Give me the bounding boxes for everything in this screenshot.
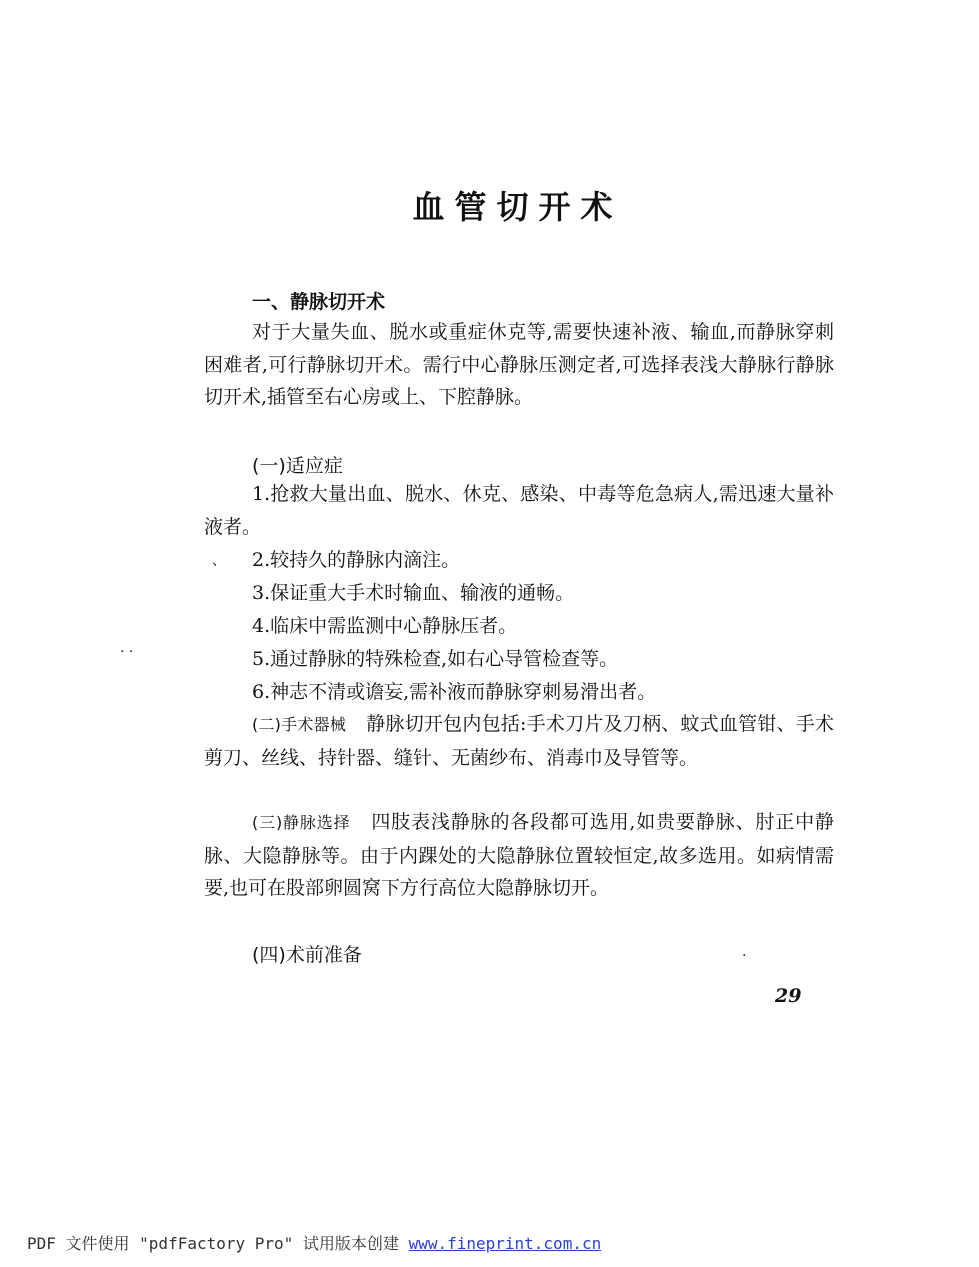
preop-heading: (四)术前准备 — [252, 944, 362, 966]
section-heading: 一、静脉切开术 — [252, 291, 386, 313]
indication-item: 6.神志不清或谵妄,需补液而静脉穿刺易滑出者。 — [252, 681, 657, 703]
scan-speck: . — [742, 944, 747, 960]
indication-item: 4.临床中需监测中心静脉压者。 — [252, 615, 518, 637]
instruments-text: 静脉切开包内包括:手术刀片及刀柄、蚊式血管钳、手术剪刀、丝线、持针器、缝针、无菌纱布、消毒巾及导管等。 — [204, 713, 834, 769]
pdf-footer — [27, 1231, 601, 1254]
vein-selection-paragraph — [204, 806, 834, 905]
instruments-paragraph — [204, 708, 834, 774]
footer-link[interactable]: www.fineprint.com.cn — [408, 1234, 602, 1253]
vein-selection-heading: (三)静脉选择 — [252, 813, 351, 832]
footer-text: PDF 文件使用 "pdfFactory Pro" 试用版本创建 — [27, 1234, 409, 1253]
intro-paragraph: 对于大量失血、脱水或重症休克等,需要快速补液、输血,而静脉穿刺困难者,可行静脉切开术。需行中心静脉压测定者,可选择表浅大静脉行静脉切开术,插管至右心房或上、下腔静脉。 — [204, 321, 834, 408]
page-title: 血管切开术 — [412, 188, 623, 226]
indication-item: 3.保证重大手术时输血、输液的通畅。 — [252, 582, 575, 604]
page-number: 29 — [775, 985, 802, 1007]
indications-heading: (一)适应症 — [252, 455, 343, 477]
scan-speck: 、 — [212, 553, 226, 569]
scan-speck: · · — [120, 644, 134, 660]
indication-item: 2.较持久的静脉内滴注。 — [252, 549, 461, 571]
instruments-heading: (二)手术器械 — [252, 715, 347, 734]
indication-item: 1.抢救大量出血、脱水、休克、感染、中毒等危急病人,需迅速大量补液者。 — [204, 483, 834, 538]
vein-selection-text: 四肢表浅静脉的各段都可选用,如贵要静脉、肘正中静脉、大隐静脉等。由于内踝处的大隐静脉位置较恒定,故多选用。如病情需要,也可在股部卵圆窝下方行高位大隐静脉切开。 — [204, 811, 834, 899]
indication-item: 5.通过静脉的特殊检查,如右心导管检查等。 — [252, 648, 619, 670]
